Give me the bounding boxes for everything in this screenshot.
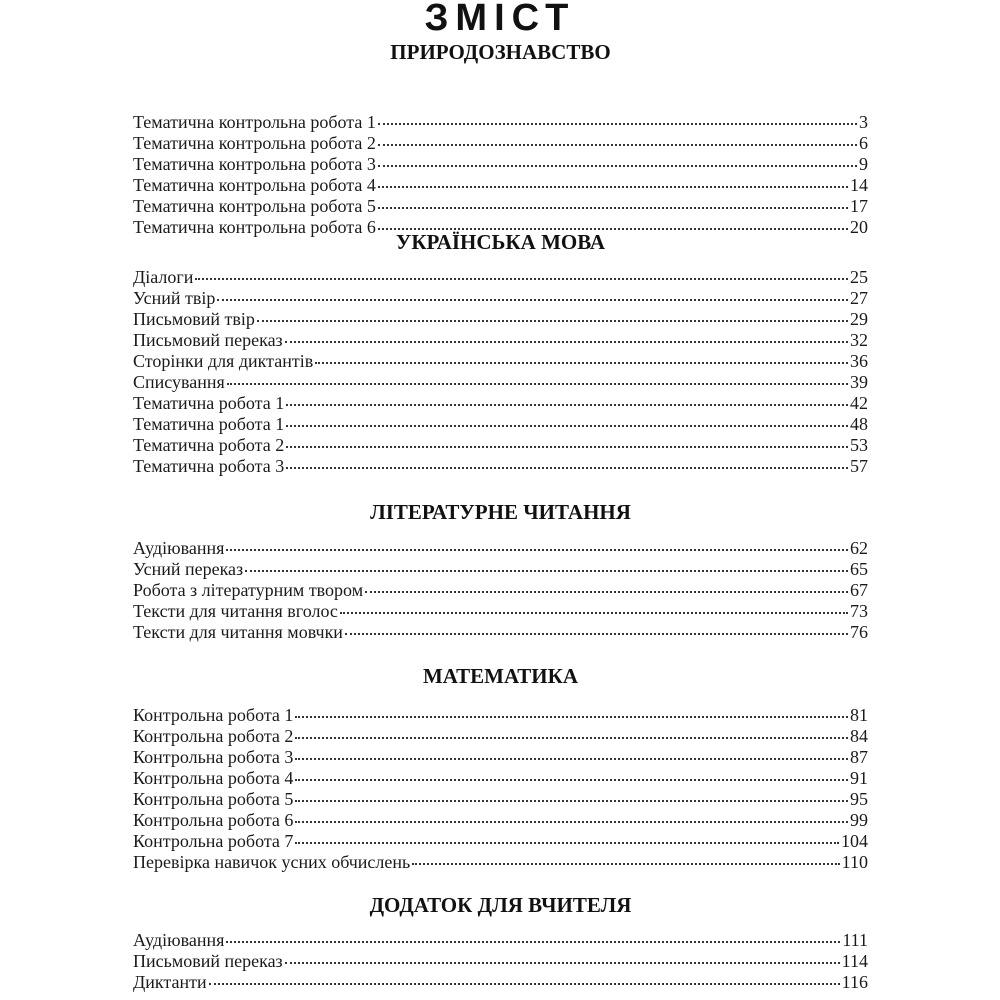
toc-entry[interactable] (133, 267, 868, 288)
dot-leader (345, 632, 848, 635)
toc-entry-page: 81 (850, 705, 868, 725)
toc-entry[interactable] (133, 538, 868, 559)
toc-entry-page: 116 (841, 972, 868, 992)
toc-entry-label: Тексти для читання мовчки (133, 622, 343, 642)
toc-entry[interactable] (133, 951, 868, 972)
toc-entry-label: Діалоги (133, 267, 194, 287)
dot-leader (226, 548, 848, 551)
toc-list (133, 930, 868, 993)
toc-entry-label: Тематична контрольна робота 6 (133, 217, 376, 237)
dot-leader (315, 361, 848, 364)
toc-entry-label: Аудіювання (133, 930, 225, 950)
toc-entry-page: 20 (850, 217, 868, 237)
toc-entry-page: 65 (850, 559, 868, 579)
dot-leader (295, 799, 848, 802)
dot-leader (295, 736, 848, 739)
toc-entry[interactable] (133, 747, 868, 768)
dot-leader (295, 757, 848, 760)
section-heading: ПРИРОДОЗНАВСТВО (390, 40, 611, 64)
dot-leader (209, 982, 840, 985)
toc-entry-page: 84 (850, 726, 868, 746)
toc-entry-label: Диктанти (133, 972, 207, 992)
toc-entry-label: Робота з літературним твором (133, 580, 364, 600)
section-dodatok-dlia-vchytelia (133, 890, 868, 993)
dot-leader (378, 164, 857, 167)
toc-entry-label: Письмовий переказ (133, 951, 283, 971)
toc-entry[interactable] (133, 351, 868, 372)
toc-entry-page: 73 (850, 601, 868, 621)
dot-leader (378, 122, 857, 125)
toc-entry[interactable] (133, 831, 868, 852)
toc-entry-label: Контрольна робота 3 (133, 747, 294, 767)
toc-entry[interactable] (133, 372, 868, 393)
dot-leader (285, 340, 848, 343)
toc-entry-label: Тексти для читання вголос (133, 601, 338, 621)
section-literaturne-chytannia (133, 497, 868, 643)
toc-entry[interactable] (133, 789, 868, 810)
toc-entry[interactable] (133, 154, 868, 175)
section-pryrodoznavstvo (133, 37, 868, 238)
toc-list (133, 705, 868, 873)
dot-leader (412, 862, 839, 865)
toc-entry[interactable] (133, 810, 868, 831)
dot-leader (286, 445, 848, 448)
toc-entry-label: Письмовий переказ (133, 330, 283, 350)
toc-list (133, 112, 868, 238)
dot-leader (286, 424, 848, 427)
dot-leader (226, 940, 840, 943)
dot-leader (217, 298, 848, 301)
toc-entry-label: Контрольна робота 6 (133, 810, 294, 830)
toc-entry[interactable] (133, 112, 868, 133)
dot-leader (285, 961, 840, 964)
toc-entry-label: Тематична робота 2 (133, 435, 285, 455)
toc-entry[interactable] (133, 705, 868, 726)
toc-entry[interactable] (133, 852, 868, 873)
dot-leader (365, 590, 848, 593)
toc-entry-page: 114 (841, 951, 868, 971)
toc-entry[interactable] (133, 456, 868, 477)
toc-entry-page: 3 (859, 112, 868, 132)
toc-entry[interactable] (133, 580, 868, 601)
toc-list (133, 538, 868, 643)
toc-entry[interactable] (133, 288, 868, 309)
toc-list (133, 267, 868, 477)
toc-entry-label: Сторінки для диктантів (133, 351, 314, 371)
toc-entry-label: Тематична контрольна робота 3 (133, 154, 376, 174)
dot-leader (378, 206, 848, 209)
toc-entry-page: 53 (850, 435, 868, 455)
dot-leader (295, 715, 848, 718)
toc-entry-page: 36 (850, 351, 868, 371)
toc-entry-page: 104 (841, 831, 868, 851)
toc-entry-label: Тематична контрольна робота 4 (133, 175, 376, 195)
toc-entry-label: Усний переказ (133, 559, 244, 579)
toc-entry-page: 25 (850, 267, 868, 287)
toc-entry-page: 14 (850, 175, 868, 195)
dot-leader (195, 277, 848, 280)
dot-leader (378, 185, 848, 188)
toc-entry-page: 111 (842, 930, 868, 950)
dot-leader (340, 611, 848, 614)
toc-entry-label: Усний твір (133, 288, 216, 308)
toc-entry[interactable] (133, 622, 868, 643)
toc-entry[interactable] (133, 133, 868, 154)
toc-entry-page: 87 (850, 747, 868, 767)
toc-entry-label: Аудіювання (133, 538, 225, 558)
toc-entry[interactable] (133, 175, 868, 196)
toc-entry[interactable] (133, 930, 868, 951)
toc-entry[interactable] (133, 309, 868, 330)
toc-entry-page: 9 (859, 154, 868, 174)
toc-entry-page: 76 (850, 622, 868, 642)
toc-entry[interactable] (133, 559, 868, 580)
section-heading: ДОДАТОК ДЛЯ ВЧИТЕЛЯ (369, 893, 632, 917)
toc-entry-label: Контрольна робота 1 (133, 705, 294, 725)
dot-leader (378, 143, 857, 146)
toc-entry[interactable] (133, 726, 868, 747)
dot-leader (295, 778, 848, 781)
section-heading: ЛІТЕРАТУРНЕ ЧИТАННЯ (370, 500, 631, 524)
section-heading: УКРАЇНСЬКА МОВА (395, 230, 606, 254)
page-title: ЗМІСТ (424, 0, 576, 39)
toc-entry-label: Списування (133, 372, 225, 392)
toc-entry-page: 62 (850, 538, 868, 558)
toc-entry-page: 91 (850, 768, 868, 788)
toc-entry-label: Контрольна робота 5 (133, 789, 294, 809)
toc-entry-label: Тематична контрольна робота 1 (133, 112, 376, 132)
toc-entry-page: 29 (850, 309, 868, 329)
toc-entry-label: Перевірка навичок усних обчислень (133, 852, 411, 872)
toc-entry-label: Тематична робота 1 (133, 393, 285, 413)
toc-entry-label: Тематична контрольна робота 2 (133, 133, 376, 153)
toc-entry-page: 32 (850, 330, 868, 350)
toc-entry[interactable] (133, 393, 868, 414)
toc-entry-page: 48 (850, 414, 868, 434)
dot-leader (295, 841, 839, 844)
toc-entry-page: 57 (850, 456, 868, 476)
toc-entry-page: 95 (850, 789, 868, 809)
dot-leader (295, 820, 848, 823)
toc-entry-page: 42 (850, 393, 868, 413)
toc-entry[interactable] (133, 601, 868, 622)
toc-entry-label: Контрольна робота 4 (133, 768, 294, 788)
dot-leader (245, 569, 848, 572)
dot-leader (286, 466, 848, 469)
toc-entry-label: Тематична робота 1 (133, 414, 285, 434)
toc-entry-page: 67 (850, 580, 868, 600)
toc-entry-label: Тематична робота 3 (133, 456, 285, 476)
toc-entry-page: 99 (850, 810, 868, 830)
toc-entry-page: 17 (850, 196, 868, 216)
dot-leader (257, 319, 848, 322)
toc-entry-page: 110 (841, 852, 868, 872)
section-heading: МАТЕМАТИКА (422, 664, 579, 688)
toc-entry-page: 39 (850, 372, 868, 392)
toc-entry-label: Контрольна робота 7 (133, 831, 294, 851)
toc-entry[interactable] (133, 414, 868, 435)
dot-leader (227, 382, 848, 385)
toc-entry[interactable] (133, 972, 868, 993)
dot-leader (286, 403, 848, 406)
toc-entry[interactable] (133, 768, 868, 789)
section-matematyka (133, 661, 868, 873)
toc-entry-page: 27 (850, 288, 868, 308)
toc-entry-label: Тематична контрольна робота 5 (133, 196, 376, 216)
toc-entry-label: Контрольна робота 2 (133, 726, 294, 746)
toc-entry-page: 6 (859, 133, 868, 153)
toc-entry-label: Письмовий твір (133, 309, 255, 329)
toc-entry[interactable] (133, 330, 868, 351)
section-ukrainska-mova (133, 227, 868, 477)
toc-entry[interactable] (133, 196, 868, 217)
toc-entry[interactable] (133, 435, 868, 456)
